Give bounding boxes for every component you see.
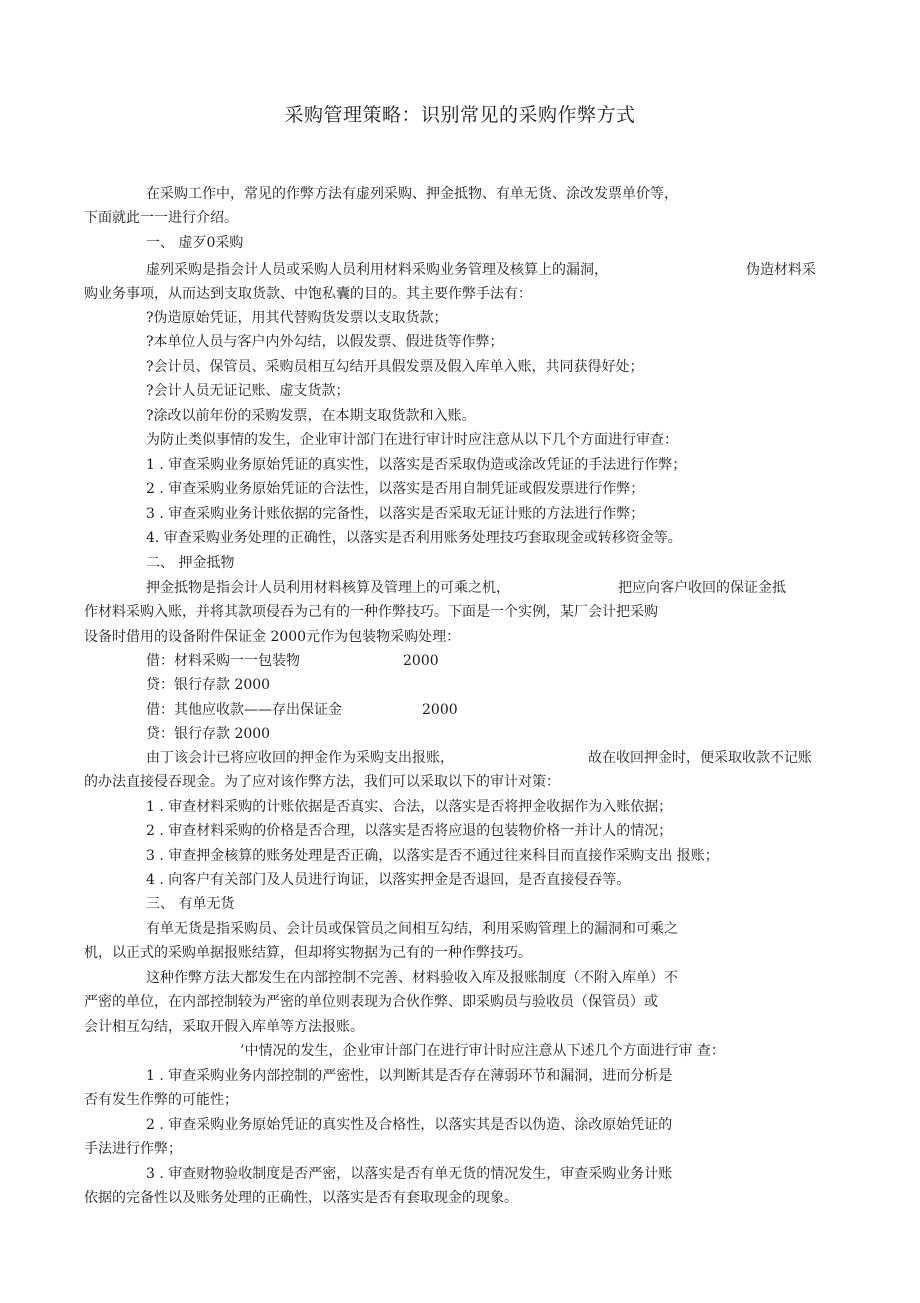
entry-1-amount: 2000 [403, 653, 439, 669]
entry-3-account: 借：其他应收款——存出保证金 [146, 702, 342, 718]
section-2-para-1-line-3: 设备时借用的设备附件保证金 2000元作为包装物采购处理： [84, 629, 461, 645]
section-2-para-2-line-2: 的办法直接侵吞现金。为了应对该作弊方法，我们可以采取以下的审计对策： [84, 774, 560, 790]
section-3-heading: 三、 有单无货 [146, 896, 235, 912]
entry-4: 贷：银行存款 2000 [146, 726, 271, 742]
section-2-check-3: 3 . 审查押金核算的账务处理是否正确，以落实是否不通过往来科目而直接作采购支出 报账； [146, 848, 719, 864]
section-2-para-2-line-1b: 故在收回押金时，便采取收款不记账 [588, 750, 812, 766]
section-3-check-3-line-2: 依据的完备性以及账务处理的正确性，以落实是否有套取现金的现象。 [84, 1190, 518, 1206]
section-3-para-1-line-1: 有单无货是指采购员、会计员或保管员之间相互勾结，利用采购管理上的漏洞和可乘之 [146, 921, 678, 937]
section-1-check-3: 3 . 审查采购业务计账依据的完备性，以落实是否采取无证计账的方法进行作弊； [146, 506, 645, 522]
section-1-method-2: ?本单位人员与客户内外勾结，以假发票、假进货等作弊； [146, 334, 504, 350]
intro-line-1: 在采购工作中，常见的作弊方法有虚列采购、押金抵物、有单无货、涂改发票单价等， [146, 186, 678, 202]
section-1-method-4: ?会计人员无证记账、虚支货款； [146, 383, 350, 399]
section-1-para-1-line-1a: 虚列采购是指会计人员或采购人员利用材料采购业务管理及核算上的漏洞， [146, 262, 608, 278]
section-3-para-2-line-1: 这种作弊方法大都发生在内部控制不完善、材料验收入库及报账制度（不附入库单）不 [146, 970, 678, 986]
entry-1-account: 借：材料采购一一包装物 [146, 653, 300, 669]
section-1-heading: 一、 虚歹0采购 [146, 235, 244, 251]
document-title: 采购管理策略：识别常见的采购作弊方式 [284, 104, 636, 126]
section-1-method-5: ?涂改以前年份的采购发票，在本期支取货款和入账。 [146, 408, 476, 424]
section-3-check-2-line-2: 手法进行作弊； [84, 1141, 182, 1157]
section-3-para-1-line-2: 机，以正式的采购单据报账结算，但却将实物据为己有的一种作弊技巧。 [84, 945, 532, 961]
section-1-method-1: ?伪造原始凭证，用其代替购货发票以支取货款； [146, 310, 448, 326]
section-2-check-1: 1 . 审查材料采购的计账依据是否真实、合法，以落实是否将押金收据作为入账依据； [146, 799, 673, 815]
section-1-method-3: ?会计员、保管员、采购员相互勾结开具假发票及假入库单入账，共同获得好处； [146, 359, 644, 375]
section-2-check-4: 4 . 向客户有关部门及人员进行询证，以落实押金是否退回，是否直接侵吞等。 [146, 872, 631, 888]
section-2-heading: 二、 押金抵物 [146, 555, 235, 571]
section-3-check-1-line-1: 1 . 审查采购业务内部控制的严密性，以判断其是否存在薄弱环节和漏洞，进而分析是 [146, 1068, 673, 1084]
section-1-check-4: 4. 审查采购业务处理的正确性，以落实是否利用账务处理技巧套取现金或转移资金等。 [146, 530, 682, 546]
section-3-check-1-line-2: 否有发生作弊的可能性； [84, 1092, 238, 1108]
section-1-para-1-line-2: 购业务事项，从而达到支取货款、中饱私囊的目的。其主要作弊手法有： [84, 286, 532, 302]
section-3-para-2-line-2: 严密的单位，在内部控制较为严密的单位则表现为合伙作弊、即采购员与验收员（保管员）或 [84, 994, 658, 1010]
section-3-para-3: ’中情况的发生，企业审计部门在进行审计时应注意从下述几个方面进行审 查： [240, 1043, 725, 1059]
section-1-para-1-line-1b: 伪造材料采 [746, 262, 816, 278]
section-1-check-1: 1 . 审查采购业务原始凭证的真实性，以落实是否采取伪造或涂改凭证的手法进行作弊； [146, 457, 687, 473]
section-2-para-1-line-1b: 把应向客户收回的保证金抵 [618, 580, 786, 596]
section-2-para-1-line-1a: 押金抵物是指会计人员利用材料核算及管理上的可乘之机， [146, 580, 510, 596]
section-2-para-1-line-2: 作材料采购入账，并将其款项侵吞为己有的一种作弊技巧。下面是一个实例，某厂会计把采购 [84, 604, 658, 620]
section-1-para-2: 为防止类似事情的发生，企业审计部门在进行审计时应注意从以下几个方面进行审查： [146, 432, 678, 448]
section-3-check-3-line-1: 3 . 审查财物验收制度是否严密，以落实是否有单无货的情况发生，审查采购业务计账 [146, 1166, 673, 1182]
section-2-para-2-line-1a: 由丁该会计已将应收回的押金作为采购支出报账， [146, 750, 454, 766]
section-2-check-2: 2 . 审查材料采购的价格是否合理，以落实是否将应退的包装物价格一并计人的情况； [146, 823, 673, 839]
section-3-para-2-line-3: 会计相互勾结，采取开假入库单等方法报账。 [84, 1019, 364, 1035]
section-3-check-2-line-1: 2 . 审查采购业务原始凭证的真实性及合格性，以落实其是否以伪造、涂改原始凭证的 [146, 1117, 673, 1133]
entry-2: 贷：银行存款 2000 [146, 677, 271, 693]
intro-line-2: 下面就此一一进行介绍。 [84, 210, 238, 226]
section-1-check-2: 2 . 审查采购业务原始凭证的合法性，以落实是否用自制凭证或假发票进行作弊； [146, 481, 645, 497]
entry-3-amount: 2000 [422, 702, 458, 718]
